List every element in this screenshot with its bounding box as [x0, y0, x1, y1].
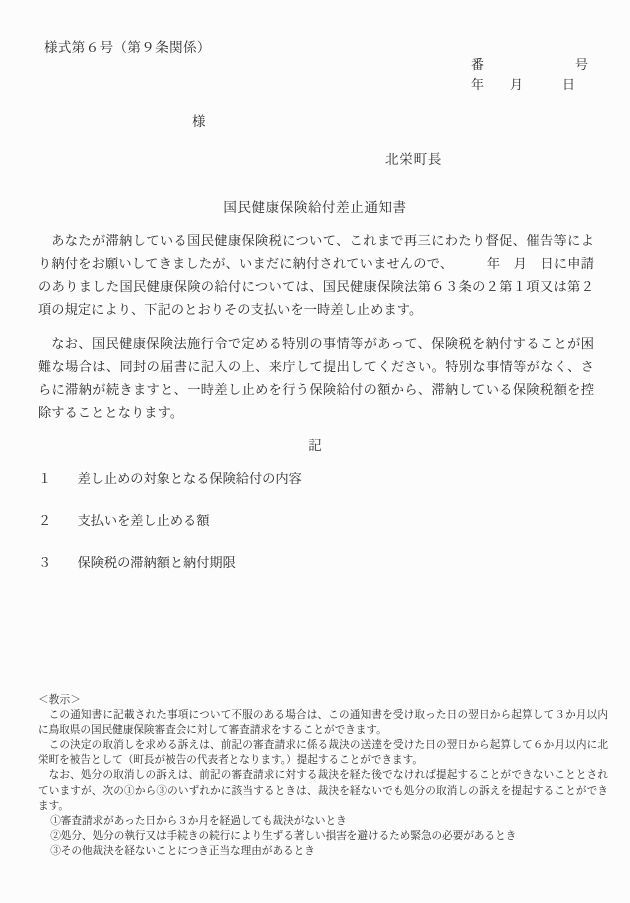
body-paragraph-1-part-2: に申請のありました国民健康保険の給付については、国民健康保険法第６３条の２第１項又は第２項の規定により、下記のとおりその支払いを一時差し止めます。: [38, 257, 594, 318]
item-number: ３: [38, 556, 52, 571]
body-paragraph-1: [38, 230, 594, 322]
items-list: [38, 470, 598, 596]
body-text-block: [38, 230, 594, 425]
document-number-field: 番 号: [470, 58, 588, 73]
item-label: 支払いを差し止める額: [77, 514, 210, 529]
exception-item: ①審査請求があった日から３か月を経過しても裁決がないとき: [50, 814, 347, 827]
instructions-exceptions-list: [38, 814, 608, 859]
list-item: [38, 470, 598, 512]
form-id-label: 様式第６号（第９条関係）: [44, 40, 211, 56]
document-meta-block: [471, 56, 588, 96]
instructions-paragraph-3: なお、処分の取消しの訴えは、前記の審査請求に対する裁決を経た後でなければ提起することができないこととされていますが、次の①から③のいずれかに該当するときは、裁決を経ないでも処分の取消しの訴えを提起することができます。: [38, 769, 608, 812]
body-paragraph-1-part-1: あなたが滞納している国民健康保険税について、これまで再三にわたり督促、催告等により納付をお願いしてきましたが、いまだに納付されていませんので、: [38, 234, 594, 272]
exception-item: ③その他裁決を経ないことにつき正当な理由があるとき: [50, 844, 315, 857]
item-number: １: [38, 472, 52, 487]
ki-marker: 記: [308, 438, 322, 454]
addressee-field: 様: [192, 114, 206, 130]
instructions-heading: ＜教示＞: [38, 694, 82, 706]
body-date-placeholder: 年 月 日: [446, 257, 554, 272]
exception-item: ②処分、処分の執行又は手続きの続行により生ずる著しい損害を避けるため緊急の必要があるとき: [50, 829, 517, 842]
issuer-name: 北栄町長: [385, 152, 443, 168]
list-item: [38, 512, 598, 554]
item-number: ２: [38, 514, 52, 529]
instructions-paragraph-2: この決定の取消しを求める訴えは、前記の審査請求に係る裁決の送達を受けた日の翌日から起算して６か月以内に北栄町を被告として（町長が被告の代表者となります。）提起することができます。: [38, 739, 608, 767]
document-date-field: 年 月 日: [470, 78, 575, 93]
item-label: 保険税の滞納額と納付期限: [77, 556, 236, 571]
page-title: 国民健康保険給付差止通知書: [223, 200, 407, 216]
list-item: [38, 554, 598, 596]
body-paragraph-2: なお、国民健康保険法施行令で定める特別の事情等があって、保険税を納付することが困難な場合は、同封の届書に記入の上、来庁して提出してください。特別な事情等がなく、さらに滞納が続きますと、一時差し止めを行う保険給付の額から、滞納している保険税額を控除することとなります。: [38, 337, 594, 421]
instructions-block: [38, 693, 608, 859]
instructions-paragraph-1: この通知書に記載された事項について不服のある場合は、この通知書を受け取った日の翌日から起算して３か月以内に鳥取県の国民健康保険審査会に対して審査請求をすることができます。: [38, 709, 608, 737]
item-label: 差し止めの対象となる保険給付の内容: [77, 472, 302, 487]
